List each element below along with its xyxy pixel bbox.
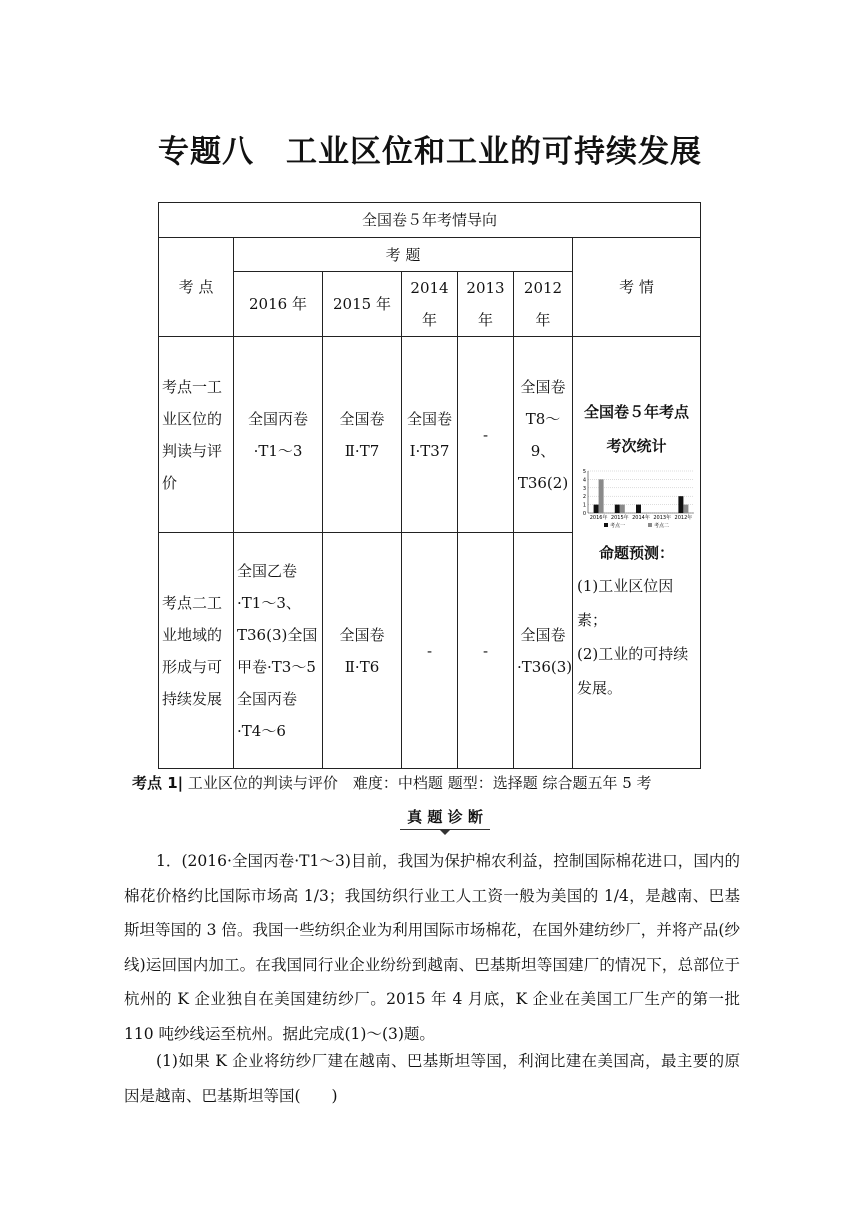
y-tick-label: 4 [582, 477, 586, 484]
table-cell: 全国卷Ⅱ·T6 [323, 533, 402, 769]
y-tick-label: 1 [582, 502, 586, 509]
question-subitem: (1)如果 K 企业将纺纱厂建在越南、巴基斯坦等国，利润比建在美国高，最主要的原因是越南、巴基斯坦等国( ) [124, 1052, 740, 1105]
prediction-item: (2)工业的可持续发展。 [577, 645, 689, 697]
row-label: 考点二工业地域的形成与可持续发展 [159, 533, 234, 769]
x-tick-label: 2014年 [631, 515, 650, 521]
kaodian-label: 考点 1| [132, 774, 184, 792]
y-tick-label: 0 [582, 511, 586, 517]
bar-series-1 [614, 505, 619, 513]
table-cell: 全国卷Ⅰ·T37 [402, 337, 458, 533]
exam-table [158, 202, 701, 769]
section-heading: 真 题 诊 断 [400, 806, 490, 830]
page-title: 专题八 工业区位和工业的可持续发展 [158, 134, 702, 170]
table-cell: - [402, 533, 458, 769]
table-cell: - [458, 337, 514, 533]
table-cell: 全国卷Ⅱ·T7 [323, 337, 402, 533]
header-kaoqing: 考 情 [573, 238, 701, 337]
year-header: 2015 年 [323, 272, 402, 337]
stats-bar-chart [578, 467, 696, 533]
legend-label: 考点二 [653, 523, 669, 529]
y-tick-label: 3 [582, 485, 586, 492]
bar-series-1 [678, 496, 683, 513]
header-kaodian: 考 点 [159, 238, 234, 337]
row-label: 考点一工业区位的判读与评价 [159, 337, 234, 533]
bar-series-1 [593, 505, 598, 513]
table-cell: - [458, 533, 514, 769]
year-header: 2016 年 [234, 272, 323, 337]
year-header: 2012 年 [514, 272, 573, 337]
triangle-down-icon [439, 829, 451, 835]
table-cell: 全国丙卷·T1～3 [234, 337, 323, 533]
year-header: 2013 年 [458, 272, 514, 337]
x-tick-label: 2012年 [674, 515, 692, 521]
legend-swatch [648, 523, 652, 527]
header-kaoti: 考 题 [234, 238, 573, 272]
stats-cell [573, 337, 701, 769]
bar-series-1 [636, 505, 641, 513]
y-tick-label: 2 [582, 494, 586, 501]
bar-series-2 [683, 505, 688, 513]
prediction-heading: 命题预测： [599, 544, 675, 562]
kaodian-line [132, 772, 652, 793]
x-tick-label: 2013年 [652, 515, 671, 521]
bar-series-2 [619, 505, 624, 513]
kaodian-text: 工业区位的判读与评价 难度：中档题 题型：选择题 综合题五年 5 考 [187, 774, 652, 792]
x-tick-label: 2016年 [589, 515, 607, 521]
y-tick-label: 5 [582, 469, 586, 475]
table-cell: 全国卷T8～9、T36(2) [514, 337, 573, 533]
prediction-item: (1)工业区位因素； [577, 577, 674, 629]
stats-title: 全国卷５年考点考次统计 [584, 403, 690, 455]
table-cell: 全国乙卷·T1～3、T36(3)全国甲卷·T3～5全国丙卷·T4～6 [234, 533, 323, 769]
bar-series-2 [598, 479, 603, 513]
legend-swatch [604, 523, 608, 527]
table-caption: 全国卷５年考情导向 [159, 203, 701, 238]
x-tick-label: 2015年 [610, 515, 629, 521]
legend-label: 考点一 [609, 523, 625, 529]
table-cell: 全国卷·T36(3) [514, 533, 573, 769]
year-header: 2014 年 [402, 272, 458, 337]
question-paragraph: 1．(2016·全国丙卷·T1～3)目前，我国为保护棉农利益，控制国际棉花进口，国内的棉花价格约比国际市场高 1/3；我国纺织行业工人工资一般为美国的 1/4，是越南、巴基斯坦等国的 3 倍。我国一些纺织企业为利用国际市场棉花，在国外建纺纱厂，并将产品(纱线)运回国内加工。在我国同行业企业纷纷到越南、巴基斯坦等国建厂的情况下，总部位于杭州的 K 企业独自在美国建纺纱厂。2015 年 4 月底，K 企业在美国工厂生产的第一批 110 吨纱线运至杭州。据此完成(1)～(3)题。 [124, 852, 740, 1043]
